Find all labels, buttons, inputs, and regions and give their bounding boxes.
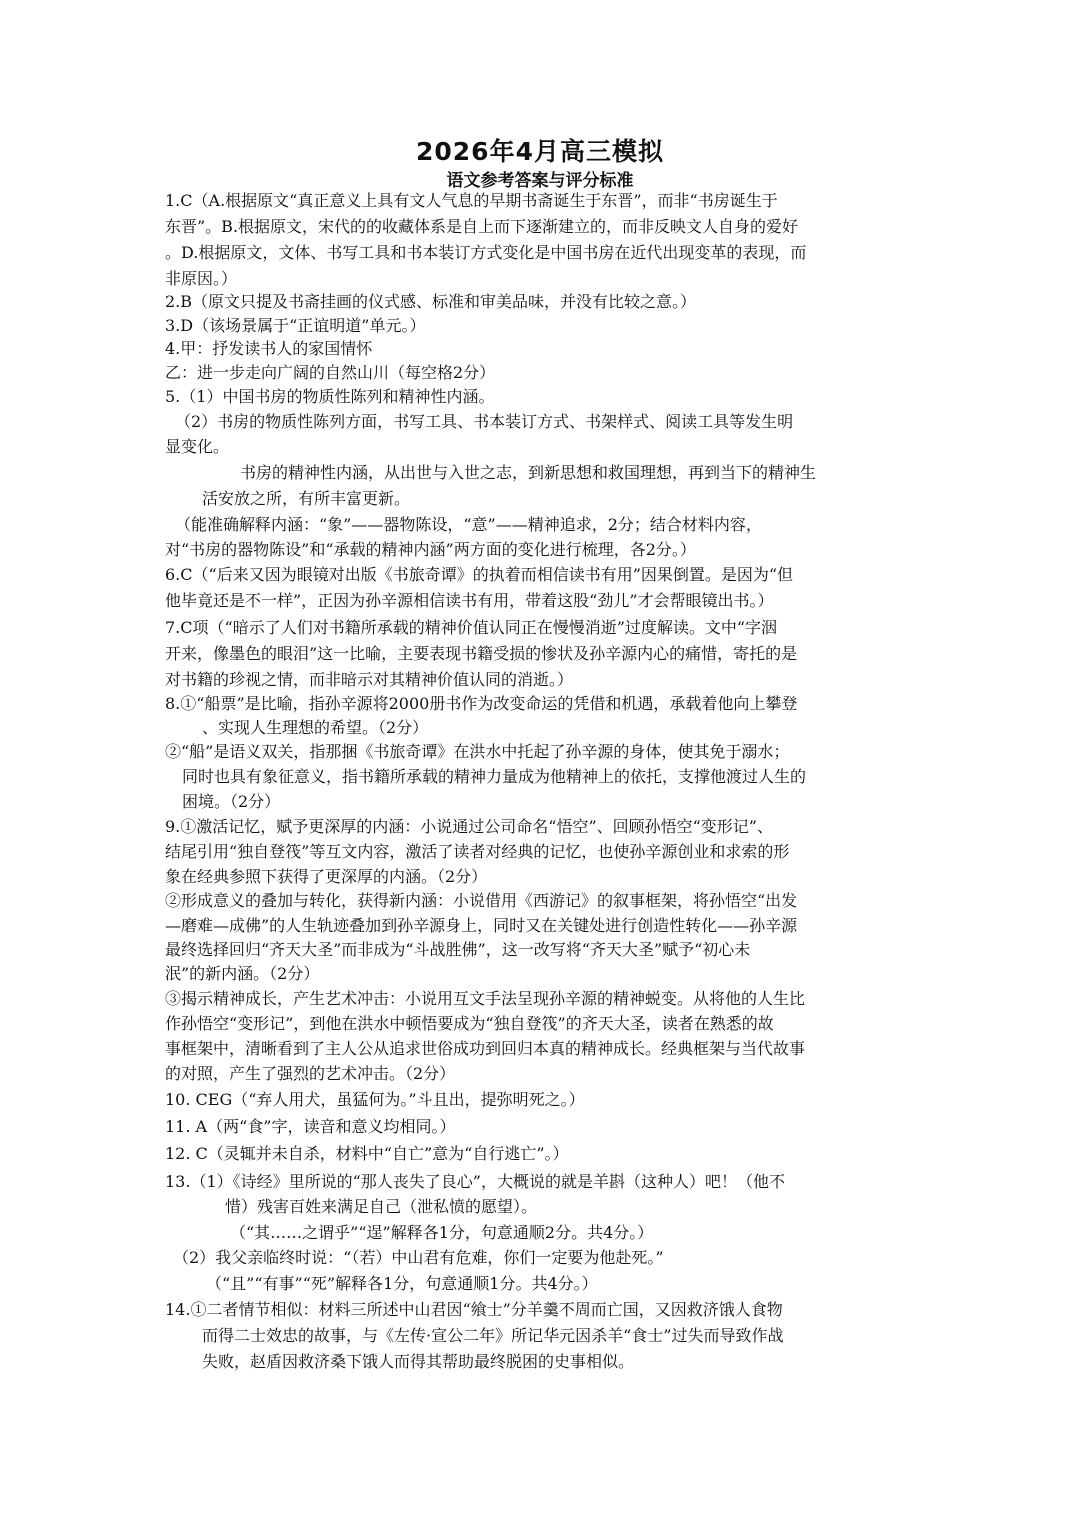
text-line: 东晋”。B.根据原文，宋代的的收藏体系是自上而下逐渐建立的，而非反映文人自身的爱好 [165,217,799,236]
text-line: ②形成意义的叠加与转化，获得新内涵：小说借用《西游记》的叙事框架，将孙悟空“出发 [165,891,798,910]
text-line: 结尾引用“独自登筏”等互文内容，激活了读者对经典的记忆，也使孙辛源创业和求索的形 [165,842,790,861]
text-line: （能准确解释内涵：“象”——器物陈设，“意”——精神追求，2分；结合材料内容， [175,515,762,534]
text-line: 象在经典参照下获得了更深厚的内涵。（2分） [165,867,488,886]
text-line: 同时也具有象征意义，指书籍所承载的精神力量成为他精神上的依托，支撑他渡过人生的 [182,767,807,786]
text-line: 开来，像墨色的眼泪”这一比喻，主要表现书籍受损的惨状及孙辛源内心的痛惜，寄托的是 [165,644,798,663]
text-line: 惜）残害百姓来满足自己（泄私愤的愿望）。 [225,1197,538,1216]
text-line: 活安放之所，有所丰富更新。 [202,489,411,508]
text-line: 。D.根据原文，文体、书写工具和书本装订方式变化是中国书房在近代出现变革的表现，而 [165,243,807,262]
text-line: 非原因。） [165,269,238,288]
text-line: 显变化。 [165,437,230,456]
text-line: 5.（1）中国书房的物质性陈列和精神性内涵。 [165,387,495,406]
text-line: 对“书房的器物陈设”和“承载的精神内涵”两方面的变化进行梳理，各2分。） [165,540,696,559]
page-subtitle: 语文参考答案与评分标准 [446,171,634,191]
text-line: 7.C项（“暗示了人们对书籍所承载的精神价值认同正在慢慢消逝”过度解读。文中“字洇 [165,618,778,637]
text-line: 最终选择回归“齐天大圣”而非成为“斗战胜佛”，这一改写将“齐天大圣”赋予“初心未 [165,940,751,959]
text-line: 而得二士效忠的故事，与《左传·宣公二年》所记华元因杀羊“食士”过失而导致作战 [202,1326,784,1345]
text-line: —磨难—成佛”的人生轨迹叠加到孙辛源身上，同时又在关键处进行创造性转化——孙辛源 [165,916,798,935]
text-line: 事框架中，清晰看到了主人公从追求世俗成功到回归本真的精神成长。经典框架与当代故事 [165,1039,806,1058]
text-line: 13.（1）《诗经》里所说的“那人丧失了良心”，大概说的就是羊斟（这种人）吧！（他不 [165,1172,785,1191]
text-line: 对书籍的珍视之情，而非暗示对其精神价值认同的消逝。） [165,670,574,689]
text-line: 6.C（“后来又因为眼镜对出版《书旅奇谭》的执着而相信读书有用”因果倒置。是因为“但 [165,565,794,584]
text-line: 、实现人生理想的希望。（2分） [202,718,429,737]
text-line: 书房的精神性内涵，从出世与入世之志，到新思想和救国理想，再到当下的精神生 [240,463,817,482]
text-line: 的对照，产生了强烈的艺术冲击。（2分） [165,1064,456,1083]
text-line: 1.C（A.根据原文“真正意义上具有文人气息的早期书斋诞生于东晋”，而非“书房诞生于 [165,191,778,210]
text-line: 作孙悟空“变形记”，到他在洪水中顿悟要成为“独自登筏”的齐天大圣，读者在熟悉的故 [165,1014,774,1033]
text-line: 9.①激活记忆，赋予更深厚的内涵：小说通过公司命名“悟空”、回顾孙悟空“变形记”、 [165,817,773,836]
text-line: 3.D（该场景属于“正谊明道”单元。） [165,316,426,335]
page-title: 2026年4月高三模拟 [416,137,664,166]
text-line: ③揭示精神成长，产生艺术冲击：小说用互文手法呈现孙辛源的精神蜕变。从将他的人生比 [165,989,806,1008]
text-line: ②“船”是语义双关，指那捆《书旅奇谭》在洪水中托起了孙辛源的身体，使其免于溺水； [165,742,790,761]
text-line: （“且”“有事”“死”解释各1分，句意通顺1分。共4分。） [206,1274,598,1293]
text-line: 14.①二者情节相似：材料三所述中山君因“飨士”分羊羹不周而亡国，又因救济饿人食物 [165,1300,783,1319]
text-line: （“其……之谓乎”“逞”解释各1分，句意通顺2分。共4分。） [230,1223,654,1242]
text-line: 2.B（原文只提及书斋挂画的仪式感、标准和审美品味，并没有比较之意。） [165,292,697,311]
text-line: 4.甲：抒发读书人的家国情怀 [165,339,373,358]
text-line: （2）书房的物质性陈列方面，书写工具、书本装订方式、书架样式、阅读工具等发生明 [175,412,794,431]
text-line: 乙：进一步走向广阔的自然山川（每空格2分） [165,363,496,382]
text-line: 12. C（灵辄并未自杀，材料中“自亡”意为“自行逃亡”。） [165,1144,569,1163]
text-line: 困境。（2分） [182,792,281,811]
text-line: （2）我父亲临终时说：“（若）中山君有危难，你们一定要为他赴死。” [173,1248,664,1267]
text-line: 11. A（两“食”字，读音和意义均相同。） [165,1117,456,1136]
text-line: 他毕竟还是不一样”，正因为孙辛源相信读书有用，带着这股“劲儿”才会帮眼镜出书。） [165,591,774,610]
text-line: 8.①“船票”是比喻，指孙辛源将2000册书作为改变命运的凭借和机遇，承载着他向上攀登 [165,694,798,713]
text-line: 10. CEG（“弃人用犬，虽猛何为。”斗且出，提弥明死之。） [165,1090,585,1109]
text-line: 失败，赵盾因救济桑下饿人而得其帮助最终脱困的史事相似。 [202,1352,635,1371]
text-line: 泯”的新内涵。（2分） [165,964,320,983]
